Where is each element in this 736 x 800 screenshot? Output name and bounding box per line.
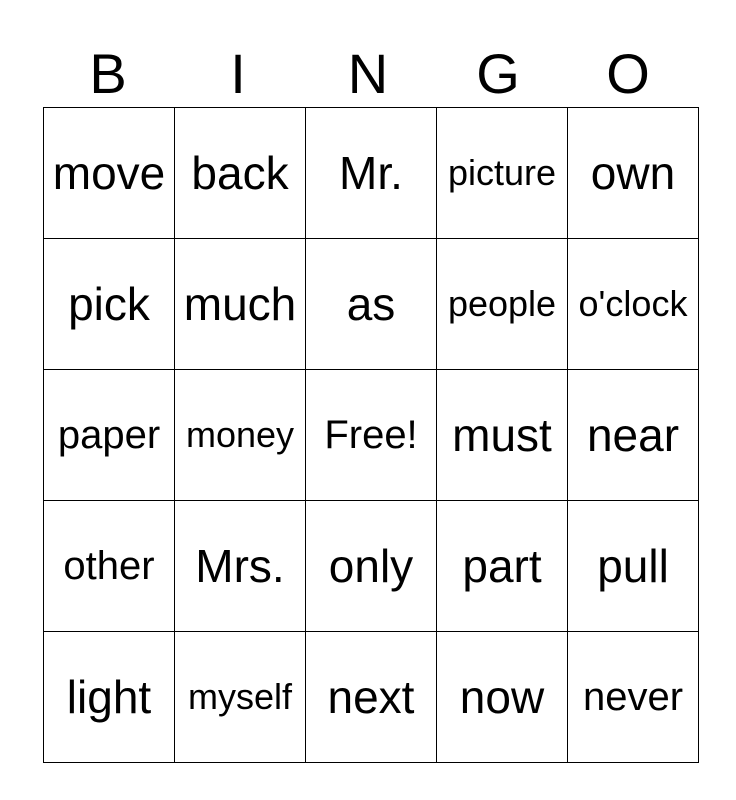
bingo-board [43, 107, 699, 763]
bingo-cell[interactable]: myself [175, 632, 306, 763]
bingo-cell[interactable]: as [306, 239, 437, 370]
bingo-cell[interactable]: light [44, 632, 175, 763]
bingo-cell[interactable]: now [437, 632, 568, 763]
bingo-cell[interactable]: move [44, 108, 175, 239]
bingo-cell[interactable]: own [568, 108, 699, 239]
header-letter-n: N [347, 42, 389, 105]
bingo-cell[interactable]: o'clock [568, 239, 699, 370]
bingo-cell[interactable]: Mr. [306, 108, 437, 239]
bingo-cell[interactable]: people [437, 239, 568, 370]
free-space-cell[interactable]: Free! [306, 370, 437, 501]
bingo-cell[interactable]: back [175, 108, 306, 239]
board-row [44, 632, 699, 763]
bingo-cell[interactable]: money [175, 370, 306, 501]
bingo-cell[interactable]: next [306, 632, 437, 763]
bingo-cell[interactable]: Mrs. [175, 501, 306, 632]
bingo-cell[interactable]: much [175, 239, 306, 370]
bingo-cell[interactable]: pull [568, 501, 699, 632]
bingo-cell[interactable]: picture [437, 108, 568, 239]
board-row [44, 370, 699, 501]
board-row [44, 108, 699, 239]
header-letter-o: O [606, 42, 650, 105]
board-row [44, 239, 699, 370]
bingo-header [43, 40, 693, 108]
bingo-cell[interactable]: other [44, 501, 175, 632]
bingo-cell[interactable]: paper [44, 370, 175, 501]
header-letter-g: G [476, 42, 520, 105]
bingo-cell[interactable]: near [568, 370, 699, 501]
bingo-cell[interactable]: must [437, 370, 568, 501]
header-letter-b: B [89, 42, 127, 105]
bingo-cell[interactable]: pick [44, 239, 175, 370]
bingo-cell[interactable]: only [306, 501, 437, 632]
bingo-cell[interactable]: never [568, 632, 699, 763]
header-letter-i: I [230, 42, 246, 105]
board-row [44, 501, 699, 632]
bingo-cell[interactable]: part [437, 501, 568, 632]
